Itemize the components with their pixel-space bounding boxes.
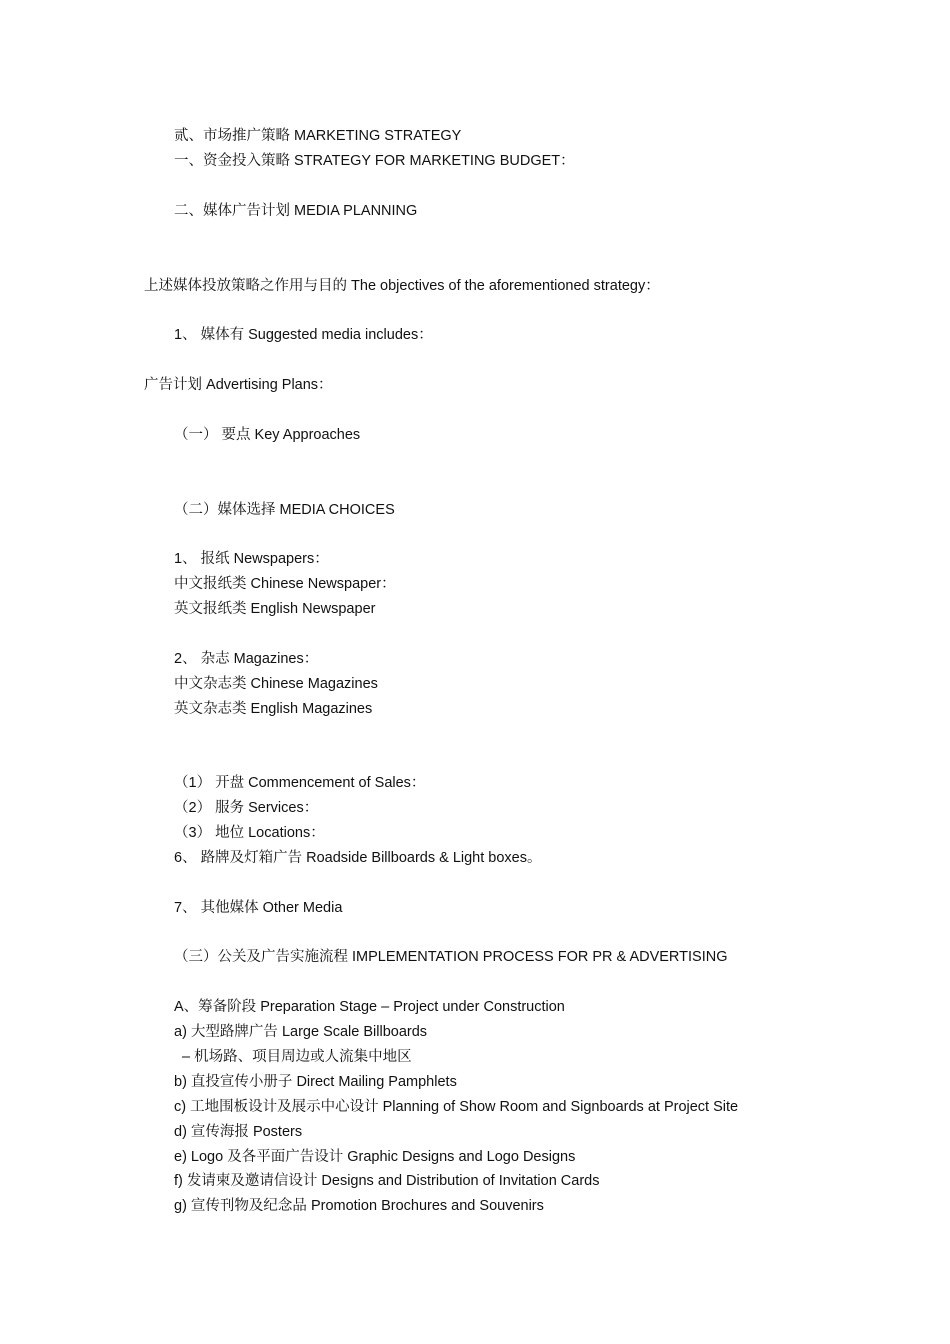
list-item-logo-designs: e) Logo 及各平面广告设计 Graphic Designs and Logo Designs bbox=[174, 1149, 576, 1165]
list-item-suggested-media: 1、 媒体有 Suggested media includes： bbox=[174, 327, 433, 343]
list-item-preparation-stage: A、筹备阶段 Preparation Stage – Project under Construction bbox=[174, 999, 565, 1015]
list-item-chinese-magazines: 中文杂志类 Chinese Magazines bbox=[174, 676, 378, 692]
list-item-large-scale-billboards: a) 大型路牌广告 Large Scale Billboards bbox=[174, 1024, 428, 1040]
list-item-chinese-newspaper: 中文报纸类 Chinese Newspaper： bbox=[174, 576, 396, 592]
list-item-posters: d) 宣传海报 Posters bbox=[174, 1124, 303, 1140]
list-item-locations: （3） 地位 Locations： bbox=[174, 825, 325, 841]
list-item-roadside-billboards: 6、 路牌及灯箱广告 Roadside Billboards & Light boxes。 bbox=[174, 850, 542, 866]
list-item-billboard-locations: – 机场路、项目周边或人流集中地区 bbox=[182, 1049, 412, 1065]
list-item-show-room-signboards: c) 工地围板设计及展示中心设计 Planning of Show Room and Signboards at Project Site bbox=[174, 1099, 739, 1115]
list-item-newspapers: 1、 报纸 Newspapers： bbox=[174, 551, 329, 567]
list-item-invitation-cards: f) 发请柬及邀请信设计 Designs and Distribution of Invitation Cards bbox=[174, 1173, 600, 1189]
subheading-media-choices: （二）媒体选择 MEDIA CHOICES bbox=[174, 502, 395, 518]
list-item-magazines: 2、 杂志 Magazines： bbox=[174, 651, 319, 667]
subheading-media-planning: 二、媒体广告计划 MEDIA PLANNING bbox=[174, 203, 418, 219]
subheading-key-approaches: （一） 要点 Key Approaches bbox=[174, 427, 361, 443]
paragraph-objectives: 上述媒体投放策略之作用与目的 The objectives of the aforementioned strategy： bbox=[144, 278, 660, 294]
list-item-commencement-of-sales: （1） 开盘 Commencement of Sales： bbox=[174, 775, 426, 791]
list-item-brochures-souvenirs: g) 宣传刊物及纪念品 Promotion Brochures and Souvenirs bbox=[174, 1198, 544, 1214]
list-item-direct-mailing: b) 直投宣传小册子 Direct Mailing Pamphlets bbox=[174, 1074, 457, 1090]
list-item-english-magazines: 英文杂志类 English Magazines bbox=[174, 701, 373, 717]
section-heading-marketing-strategy: 贰、市场推广策略 MARKETING STRATEGY bbox=[174, 128, 462, 144]
paragraph-advertising-plans: 广告计划 Advertising Plans： bbox=[144, 377, 333, 393]
list-item-services: （2） 服务 Services： bbox=[174, 800, 319, 816]
subheading-implementation-process: （三）公关及广告实施流程 IMPLEMENTATION PROCESS FOR PR & ADVERTISING bbox=[174, 949, 728, 965]
subheading-marketing-budget: 一、资金投入策略 STRATEGY FOR MARKETING BUDGET： bbox=[174, 153, 575, 169]
list-item-other-media: 7、 其他媒体 Other Media bbox=[174, 900, 343, 916]
list-item-english-newspaper: 英文报纸类 English Newspaper bbox=[174, 601, 376, 617]
